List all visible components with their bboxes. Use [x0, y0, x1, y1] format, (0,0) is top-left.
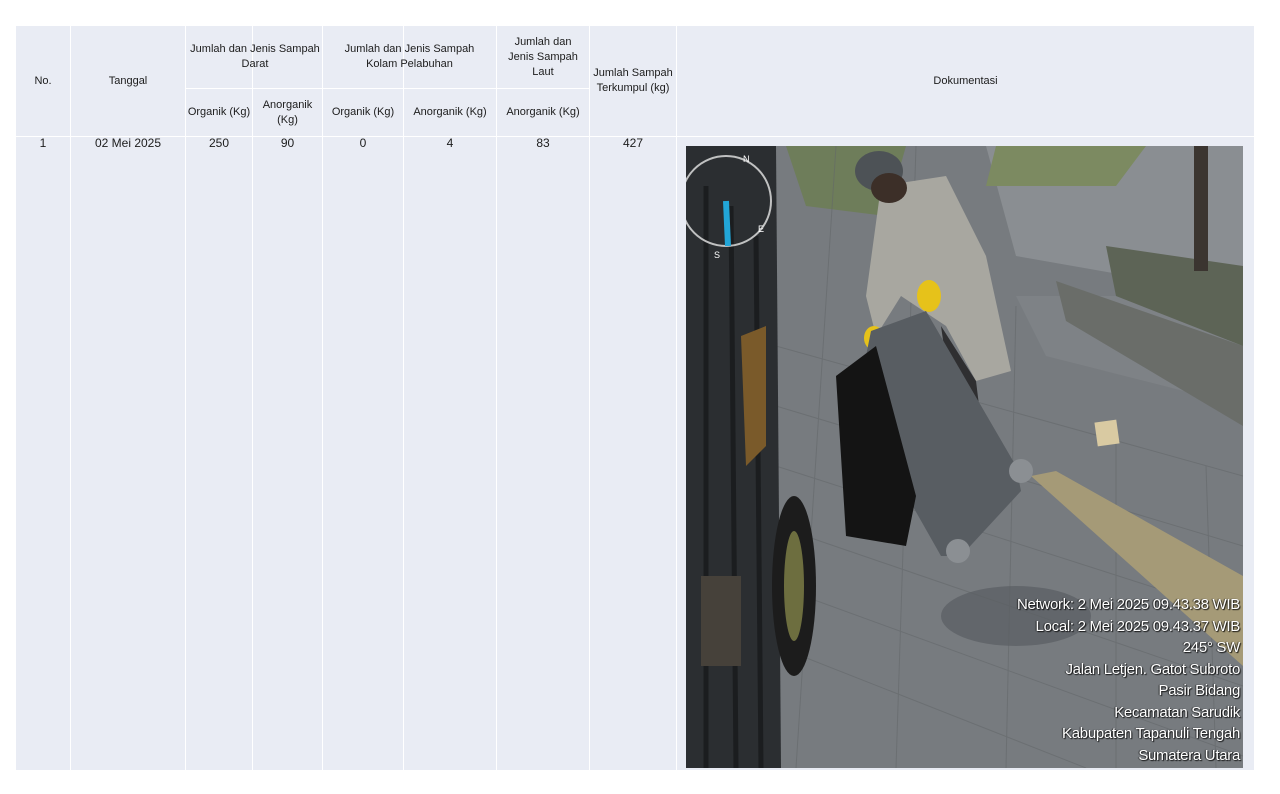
stamp-province: Sumatera Utara	[1138, 746, 1240, 764]
header-laut: Jumlah dan Jenis Sampah Laut	[508, 35, 578, 78]
header-terkumpul: Jumlah Sampah Terkumpul (kg)	[593, 67, 673, 94]
cell-tanggal: 02 Mei 2025	[94, 136, 162, 150]
stamp-regency: Kabupaten Tapanuli Tengah	[1062, 725, 1240, 742]
compass-letter-e: E	[758, 224, 765, 234]
cell-laut-anorganik: 83	[536, 136, 550, 150]
header-kolam-pelabuhan: Jumlah dan Jenis Sampah Kolam Pelabuhan	[344, 43, 475, 70]
stamp-area: Pasir Bidang	[1158, 682, 1240, 699]
compass-letter-n: N	[743, 154, 750, 164]
stamp-network-time: Network: 2 Mei 2025 09.43.38 WIB	[1016, 596, 1240, 613]
stamp-street: Jalan Letjen. Gatot Subroto	[1065, 660, 1240, 678]
waste-report-table	[16, 26, 1254, 770]
header-kolam-anorganik: Anorganik (Kg)	[413, 106, 487, 118]
header-darat-anorganik: Anorganik (Kg)	[262, 98, 313, 126]
cell-no: 1	[39, 136, 47, 150]
header-darat-organik: Organik (Kg)	[187, 106, 251, 118]
header-darat: Jumlah dan Jenis Sampah Darat	[190, 43, 320, 70]
stamp-district: Kecamatan Sarudik	[1114, 703, 1240, 721]
header-laut-anorganik: Anorganik (Kg)	[506, 106, 580, 118]
cell-kolam-anorganik: 4	[446, 136, 454, 150]
stamp-bearing: 245° SW	[1182, 639, 1240, 656]
header-kolam-organik: Organik (Kg)	[331, 106, 395, 118]
header-dokumentasi: Dokumentasi	[933, 74, 998, 87]
header-tanggal: Tanggal	[108, 74, 148, 87]
cell-terkumpul: 427	[622, 136, 644, 150]
header-no: No.	[34, 74, 52, 87]
stamp-local-time: Local: 2 Mei 2025 09.43.37 WIB	[1035, 617, 1240, 635]
cell-darat-organik: 250	[208, 136, 230, 150]
geotag-stamp	[1017, 594, 1240, 766]
cell-darat-anorganik: 90	[280, 136, 295, 150]
cell-kolam-organik: 0	[359, 136, 367, 150]
compass-letter-s: S	[714, 250, 721, 260]
documentation-photo	[686, 146, 1243, 768]
grid-line	[676, 26, 677, 770]
